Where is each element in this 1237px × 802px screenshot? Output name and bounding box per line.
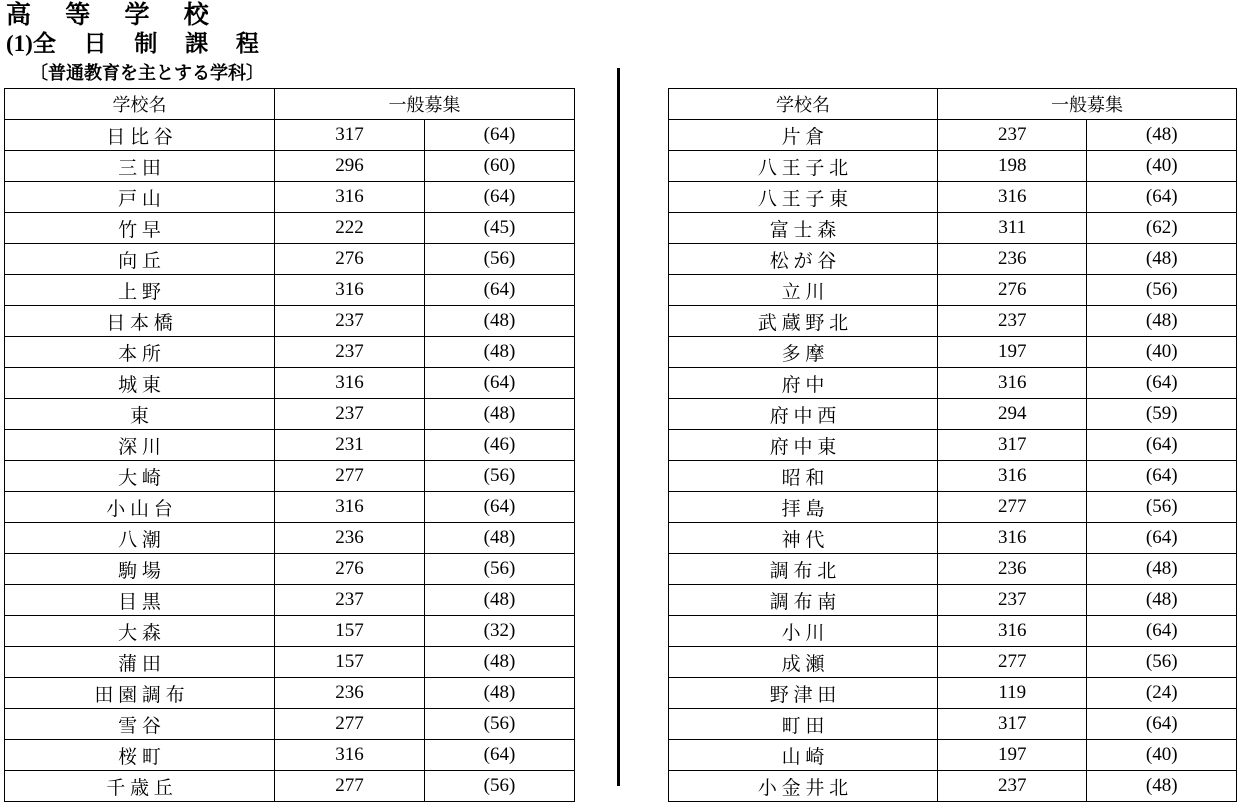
recruitment-count-cell: 237 [275, 585, 425, 616]
table-header-row [5, 89, 575, 120]
recruitment-subcount-cell: (56) [425, 709, 575, 740]
table-row [5, 399, 575, 430]
school-name-cell: 武 蔵 野 北 [669, 306, 938, 337]
recruitment-count-cell: 316 [275, 740, 425, 771]
recruitment-subcount-cell: (48) [425, 678, 575, 709]
school-name-cell: 拝 島 [669, 492, 938, 523]
table-row [5, 244, 575, 275]
school-name-cell: 小 山 台 [5, 492, 275, 523]
recruitment-count-cell: 296 [275, 151, 425, 182]
table-row [5, 275, 575, 306]
recruitment-count-cell: 277 [275, 461, 425, 492]
recruitment-subcount-cell: (64) [1087, 182, 1237, 213]
recruitment-count-cell: 236 [937, 554, 1087, 585]
recruitment-count-cell: 197 [937, 740, 1087, 771]
table-row [5, 740, 575, 771]
school-name-cell: 八 王 子 北 [669, 151, 938, 182]
table-row [5, 306, 575, 337]
recruitment-subcount-cell: (64) [1087, 461, 1237, 492]
school-name-cell: 竹 早 [5, 213, 275, 244]
heading-block [6, 2, 270, 57]
recruitment-count-cell: 316 [937, 616, 1087, 647]
table-row [5, 523, 575, 554]
table-row [669, 492, 1237, 523]
recruitment-subcount-cell: (62) [1087, 213, 1237, 244]
table-row [669, 647, 1237, 678]
recruitment-subcount-cell: (56) [1087, 275, 1237, 306]
school-name-cell: 雪 谷 [5, 709, 275, 740]
table-row [669, 585, 1237, 616]
section-title [6, 30, 270, 57]
school-name-cell: 調 布 北 [669, 554, 938, 585]
recruitment-count-cell: 317 [937, 430, 1087, 461]
table-row [5, 585, 575, 616]
recruitment-count-cell: 236 [275, 523, 425, 554]
table-row [669, 151, 1237, 182]
recruitment-subcount-cell: (40) [1087, 151, 1237, 182]
recruitment-count-cell: 157 [275, 647, 425, 678]
recruitment-subcount-cell: (48) [425, 585, 575, 616]
table-row [5, 151, 575, 182]
recruitment-subcount-cell: (32) [425, 616, 575, 647]
recruitment-count-cell: 237 [937, 771, 1087, 802]
school-name-cell: 本 所 [5, 337, 275, 368]
recruitment-subcount-cell: (48) [1087, 554, 1237, 585]
school-name-cell: 城 東 [5, 368, 275, 399]
recruitment-subcount-cell: (48) [425, 337, 575, 368]
school-name-cell: 神 代 [669, 523, 938, 554]
recruitment-count-cell: 197 [937, 337, 1087, 368]
school-name-cell: 成 瀬 [669, 647, 938, 678]
table-row [669, 120, 1237, 151]
school-name-cell: 目 黒 [5, 585, 275, 616]
recruitment-count-cell: 198 [937, 151, 1087, 182]
table-row [5, 709, 575, 740]
recruitment-count-cell: 231 [275, 430, 425, 461]
page-title: 高 等 学 校 [6, 2, 223, 29]
left-table-body [5, 120, 575, 802]
recruitment-subcount-cell: (64) [1087, 523, 1237, 554]
recruitment-count-cell: 277 [937, 492, 1087, 523]
recruitment-subcount-cell: (48) [1087, 306, 1237, 337]
header-general-recruitment: 一般募集 [937, 89, 1236, 120]
school-name-cell: 片 倉 [669, 120, 938, 151]
recruitment-subcount-cell: (64) [425, 120, 575, 151]
school-name-cell: 府 中 [669, 368, 938, 399]
recruitment-subcount-cell: (48) [425, 306, 575, 337]
school-name-cell: 上 野 [5, 275, 275, 306]
school-name-cell: 山 崎 [669, 740, 938, 771]
recruitment-count-cell: 237 [275, 399, 425, 430]
table-row [669, 399, 1237, 430]
school-name-cell: 三 田 [5, 151, 275, 182]
recruitment-count-cell: 316 [275, 275, 425, 306]
recruitment-subcount-cell: (60) [425, 151, 575, 182]
table-row [669, 771, 1237, 802]
recruitment-subcount-cell: (64) [425, 275, 575, 306]
table-header-row [669, 89, 1237, 120]
school-name-cell: 多 摩 [669, 337, 938, 368]
table-row [669, 213, 1237, 244]
table-row [669, 709, 1237, 740]
recruitment-count-cell: 316 [275, 368, 425, 399]
recruitment-count-cell: 316 [937, 461, 1087, 492]
school-name-cell: 戸 山 [5, 182, 275, 213]
recruitment-count-cell: 316 [937, 368, 1087, 399]
recruitment-count-cell: 276 [275, 554, 425, 585]
recruitment-subcount-cell: (48) [1087, 244, 1237, 275]
table-row [669, 306, 1237, 337]
recruitment-count-cell: 316 [937, 523, 1087, 554]
school-name-cell: 東 [5, 399, 275, 430]
table-row [5, 461, 575, 492]
recruitment-count-cell: 237 [937, 306, 1087, 337]
recruitment-subcount-cell: (40) [1087, 740, 1237, 771]
school-name-cell: 桜 町 [5, 740, 275, 771]
right-school-table [668, 88, 1237, 802]
school-name-cell: 調 布 南 [669, 585, 938, 616]
recruitment-subcount-cell: (64) [1087, 368, 1237, 399]
school-name-cell: 向 丘 [5, 244, 275, 275]
section-label: 全 日 制 課 程 [32, 31, 270, 56]
school-name-cell: 田 園 調 布 [5, 678, 275, 709]
recruitment-count-cell: 317 [937, 709, 1087, 740]
right-table-body [669, 120, 1237, 802]
table-row [5, 678, 575, 709]
recruitment-subcount-cell: (64) [425, 368, 575, 399]
school-name-cell: 大 森 [5, 616, 275, 647]
table-row [5, 368, 575, 399]
school-name-cell: 府 中 東 [669, 430, 938, 461]
table-row [5, 182, 575, 213]
table-row [5, 337, 575, 368]
recruitment-count-cell: 237 [937, 585, 1087, 616]
recruitment-count-cell: 276 [937, 275, 1087, 306]
right-table-wrapper [668, 88, 1237, 802]
recruitment-subcount-cell: (64) [1087, 616, 1237, 647]
table-row [669, 337, 1237, 368]
recruitment-subcount-cell: (56) [1087, 647, 1237, 678]
recruitment-subcount-cell: (56) [1087, 492, 1237, 523]
recruitment-subcount-cell: (59) [1087, 399, 1237, 430]
school-name-cell: 大 崎 [5, 461, 275, 492]
left-table-wrapper [4, 88, 575, 802]
school-name-cell: 野 津 田 [669, 678, 938, 709]
table-row [5, 616, 575, 647]
table-row [669, 430, 1237, 461]
table-row [669, 523, 1237, 554]
recruitment-subcount-cell: (48) [425, 647, 575, 678]
school-name-cell: 八 王 子 東 [669, 182, 938, 213]
table-row [5, 213, 575, 244]
table-row [669, 275, 1237, 306]
recruitment-count-cell: 277 [275, 771, 425, 802]
recruitment-count-cell: 311 [937, 213, 1087, 244]
recruitment-subcount-cell: (48) [425, 399, 575, 430]
header-general-recruitment: 一般募集 [275, 89, 575, 120]
recruitment-subcount-cell: (46) [425, 430, 575, 461]
school-name-cell: 八 潮 [5, 523, 275, 554]
table-row [669, 368, 1237, 399]
table-row [669, 740, 1237, 771]
table-row [669, 182, 1237, 213]
recruitment-subcount-cell: (48) [425, 523, 575, 554]
school-name-cell: 小 川 [669, 616, 938, 647]
recruitment-subcount-cell: (64) [1087, 430, 1237, 461]
recruitment-count-cell: 316 [275, 182, 425, 213]
recruitment-subcount-cell: (64) [1087, 709, 1237, 740]
recruitment-count-cell: 236 [937, 244, 1087, 275]
recruitment-subcount-cell: (48) [1087, 771, 1237, 802]
column-divider [617, 68, 620, 786]
recruitment-subcount-cell: (45) [425, 213, 575, 244]
school-name-cell: 千 歳 丘 [5, 771, 275, 802]
school-name-cell: 日 本 橋 [5, 306, 275, 337]
school-name-cell: 富 士 森 [669, 213, 938, 244]
recruitment-subcount-cell: (48) [1087, 585, 1237, 616]
recruitment-count-cell: 317 [275, 120, 425, 151]
recruitment-count-cell: 294 [937, 399, 1087, 430]
table-row [5, 554, 575, 585]
school-name-cell: 蒲 田 [5, 647, 275, 678]
school-name-cell: 駒 場 [5, 554, 275, 585]
recruitment-subcount-cell: (64) [425, 740, 575, 771]
recruitment-count-cell: 276 [275, 244, 425, 275]
recruitment-subcount-cell: (64) [425, 492, 575, 523]
table-row [5, 120, 575, 151]
table-row [5, 492, 575, 523]
section-number: (1) [6, 31, 33, 56]
table-row [669, 616, 1237, 647]
recruitment-subcount-cell: (48) [1087, 120, 1237, 151]
recruitment-count-cell: 316 [275, 492, 425, 523]
table-row [5, 647, 575, 678]
school-name-cell: 日 比 谷 [5, 120, 275, 151]
header-school-name: 学校名 [5, 89, 275, 120]
table-row [669, 461, 1237, 492]
recruitment-subcount-cell: (56) [425, 461, 575, 492]
recruitment-count-cell: 277 [275, 709, 425, 740]
header-school-name: 学校名 [669, 89, 938, 120]
school-name-cell: 松 が 谷 [669, 244, 938, 275]
table-row [669, 554, 1237, 585]
table-row [5, 430, 575, 461]
recruitment-subcount-cell: (56) [425, 554, 575, 585]
recruitment-count-cell: 277 [937, 647, 1087, 678]
recruitment-count-cell: 236 [275, 678, 425, 709]
recruitment-subcount-cell: (56) [425, 244, 575, 275]
table-row [669, 678, 1237, 709]
recruitment-count-cell: 222 [275, 213, 425, 244]
recruitment-subcount-cell: (64) [425, 182, 575, 213]
recruitment-subcount-cell: (40) [1087, 337, 1237, 368]
school-name-cell: 立 川 [669, 275, 938, 306]
recruitment-subcount-cell: (24) [1087, 678, 1237, 709]
school-name-cell: 町 田 [669, 709, 938, 740]
left-school-table [4, 88, 575, 802]
school-name-cell: 深 川 [5, 430, 275, 461]
table-row [669, 244, 1237, 275]
subsection-title: 〔普通教育を主とする学科〕 [30, 63, 264, 83]
recruitment-count-cell: 119 [937, 678, 1087, 709]
recruitment-subcount-cell: (56) [425, 771, 575, 802]
school-name-cell: 昭 和 [669, 461, 938, 492]
school-name-cell: 府 中 西 [669, 399, 938, 430]
left-table-header [5, 89, 575, 120]
recruitment-count-cell: 237 [937, 120, 1087, 151]
recruitment-count-cell: 316 [937, 182, 1087, 213]
recruitment-count-cell: 157 [275, 616, 425, 647]
table-row [5, 771, 575, 802]
recruitment-count-cell: 237 [275, 306, 425, 337]
school-name-cell: 小 金 井 北 [669, 771, 938, 802]
recruitment-count-cell: 237 [275, 337, 425, 368]
right-table-header [669, 89, 1237, 120]
